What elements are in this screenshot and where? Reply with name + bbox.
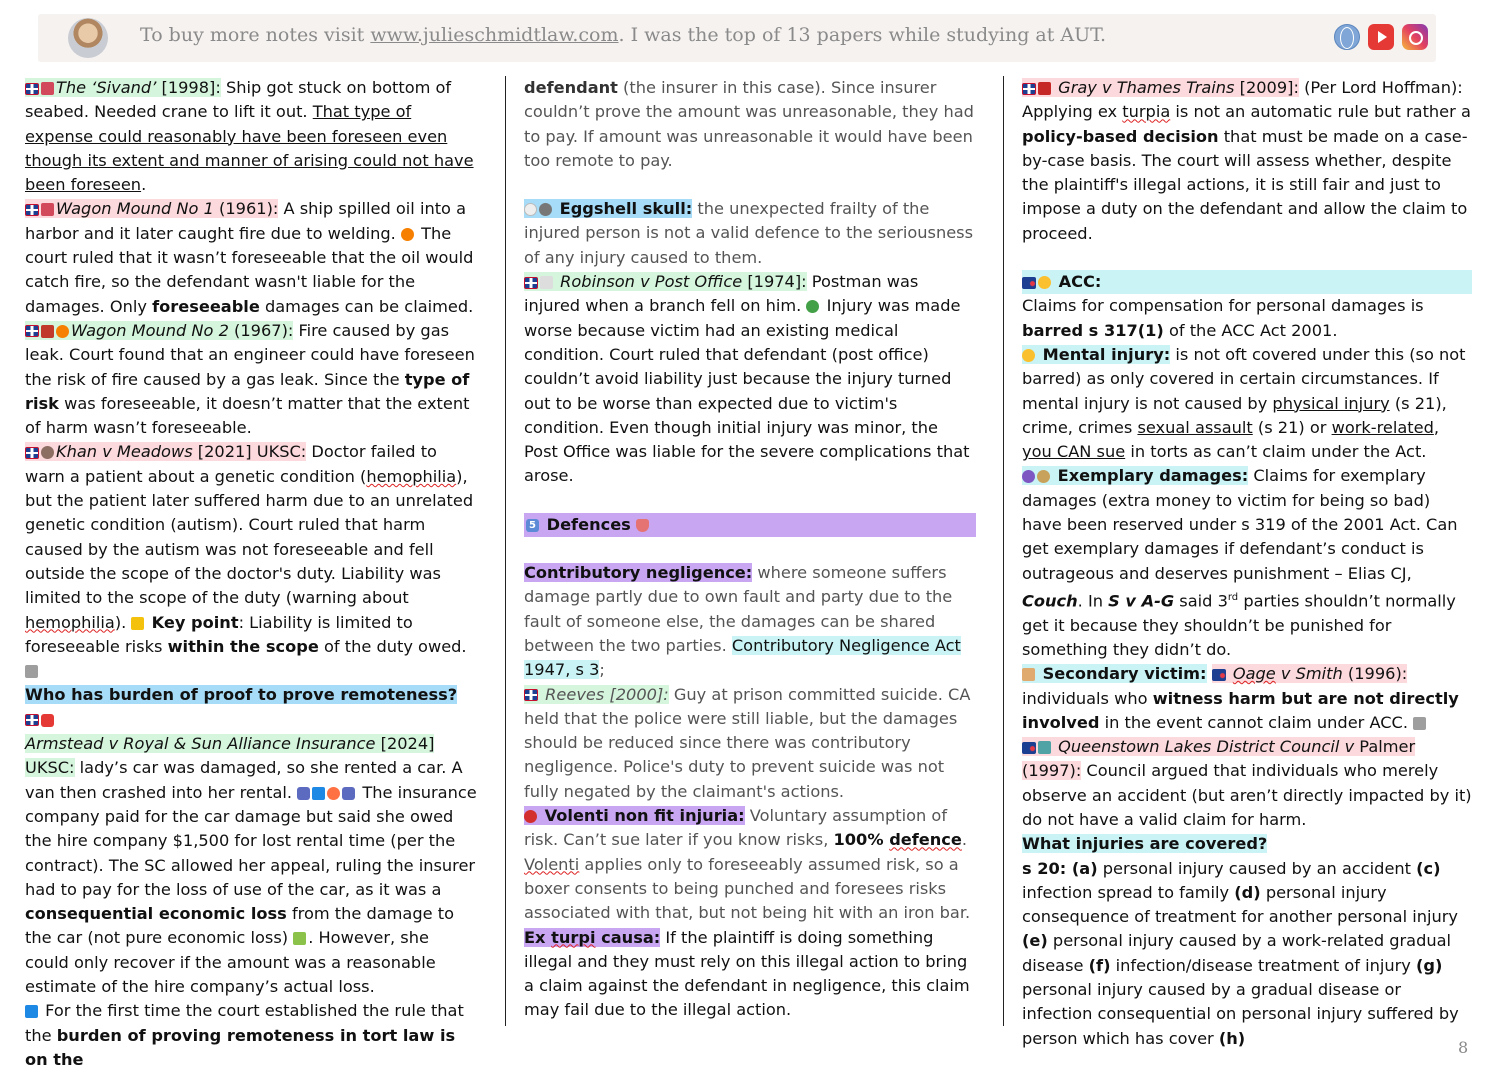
- column-divider: [505, 76, 506, 1026]
- uk-flag-icon: [1022, 83, 1036, 95]
- egg-icon: [524, 203, 537, 216]
- arrow-right-icon: [25, 1005, 38, 1018]
- landscape-icon: [1038, 741, 1051, 754]
- uk-flag-icon: [524, 689, 538, 701]
- ship-icon: [41, 82, 54, 95]
- uk-flag-icon: [25, 204, 39, 216]
- gray-paragraph: Gray v Thames Trains [2009]: (Per Lord Hoffman): Applying ex turpia is not an automatic rule but rather a policy-based decision that must be made on a case-by-case basis. The court will assess whether, despite the plaintiff's illegal actions, it is still fair and just to impose a duty on the defendant and allow the claim to proceed.: [1022, 78, 1471, 243]
- burden-question: Who has burden of proof to prove remoteness?: [25, 685, 458, 705]
- fuel-pump-icon: [41, 325, 54, 338]
- shield-icon: [636, 519, 649, 532]
- contributory-paragraph: Contributory negligence: where someone suffers damage partly due to own fault and party due to the fault of someone else, the damages can be shared between the two parties. Contributory Negligence Act 1947, s 3;: [524, 563, 961, 680]
- van-icon: [297, 787, 310, 800]
- promo-text: To buy more notes visit www.julieschmidtlaw.com. I was the top of 13 papers while studying at AUT.: [140, 24, 1107, 46]
- column-2: [524, 76, 976, 1023]
- uk-flag-icon: [25, 83, 39, 95]
- people-icon: [1022, 668, 1035, 681]
- khan-paragraph: Khan v Meadows [2021] UKSC: Doctor failed to warn a patient about a genetic condition (hemophilia), but the patient later suffered harm due to an unrelated genetic condition (autism). Court ruled that harm caused by the autism was not foreseeable and fell outside the scope of the doctor's duty. Liability was limited to the scope of the duty (warning about hemophilia). Key point: Liability is limited to foreseeable risks within the scope of the duty owed.: [25, 440, 477, 683]
- nz-flag-icon: [1022, 277, 1036, 289]
- nz-flag-icon: [1212, 669, 1226, 681]
- uk-flag-icon: [25, 447, 39, 459]
- globe-icon[interactable]: [1334, 24, 1360, 50]
- car-icon: [41, 714, 54, 727]
- acc-paragraph: Claims for compensation for personal damages is barred s 317(1) of the ACC Act 2001.: [1022, 296, 1424, 340]
- mental-paragraph: Mental injury: is not oft covered under this (so not barred) as only covered in certain circumstances. If mental injury is not caused by physical injury (s 21), crime, crimes sexual assault (s 21) or work-related, you CAN sue in torts as can’t claim under the Act.: [1022, 344, 1466, 462]
- uk-flag-icon: [25, 325, 39, 337]
- car-icon: [342, 787, 355, 800]
- volenti-paragraph: Volenti non fit injuria: Voluntary assumption of risk. Can’t sue later if you know risks, 100% defence. Volenti applies only to foreseeably assumed risk, so a boxer consents to being punched and foresees risks associated with that, but not being hit with an iron bar.: [524, 806, 971, 923]
- train-icon: [1038, 82, 1051, 95]
- ex-turpi-paragraph: Ex turpi causa: If the plaintiff is doing something illegal and they must rely on this illegal action to bring a claim against the defendant in negligence, this claim may fail due to the illegal action.: [524, 927, 970, 1020]
- money-icon: [293, 932, 306, 945]
- what-injuries-question: What injuries are covered?: [1022, 834, 1268, 854]
- promo-banner: [38, 14, 1436, 62]
- robinson-paragraph: Robinson v Post Office [1974]: Postman was injured when a branch fell on him. Injury was made worse because victim had an existing medical condition. Court ruled that defendant (post office) couldn’t avoid liability just because the injury turned out to be worse than expected due to victim's condition. Even though initial injury was minor, the Post Office was liable for the severe complications that arose.: [524, 272, 970, 486]
- youtube-icon[interactable]: [1368, 24, 1394, 50]
- fire-icon: [401, 228, 414, 241]
- skull-icon: [539, 203, 552, 216]
- arrow-right-icon: [312, 787, 325, 800]
- fire-icon: [56, 325, 69, 338]
- boxing-glove-icon: [524, 810, 537, 823]
- wagon-mound-2-paragraph: Wagon Mound No 2 (1967): Fire caused by gas leak. Court found that an engineer could have foreseen the risk of fire caused by a gas leak. Since the type of risk was foreseeable, it doesn’t matter that the extent of harm wasn’t foreseeable.: [25, 320, 475, 438]
- money-bag-icon: [1037, 470, 1050, 483]
- defences-heading: 5 Defences: [524, 513, 976, 537]
- exemplary-paragraph: Exemplary damages: Claims for exemplary damages (extra money to victim for being so bad) have been reserved under s 319 of the 2001 Act. Can get exemplary damages if defendant’s conduct is outrageous and deserves punishment – Elias CJ, Couch. In S v A-G said 3rd parties shouldn’t normally get it because they shouldn’t be punished for something they didn’t do.: [1022, 466, 1458, 659]
- column-1: [25, 76, 477, 1072]
- column-divider: [1003, 76, 1004, 1026]
- sad-face-icon: [1022, 349, 1035, 362]
- nz-flag-icon: [1022, 742, 1036, 754]
- devil-icon: [1022, 470, 1035, 483]
- face-icon: [1038, 276, 1051, 289]
- armstead-continued: defendant (the insurer in this case). Since insurer couldn’t prove the amount was unreasonable, they had to pay. If amount was unreasonable it would have been too remote to pay.: [524, 78, 974, 170]
- eggshell-paragraph: Eggshell skull: the unexpected frailty of the injured person is not a valid defence to the seriousness of any injury caused to them.: [524, 199, 974, 267]
- instagram-icon[interactable]: [1402, 24, 1428, 50]
- website-link[interactable]: www.julieschmidtlaw.com: [370, 24, 619, 46]
- ship-icon: [41, 203, 54, 216]
- number-icon: 5: [526, 519, 539, 532]
- author-avatar: [68, 18, 108, 58]
- envelope-icon: [540, 276, 553, 289]
- column-3: [1022, 76, 1472, 1051]
- uk-flag-icon: [25, 714, 39, 726]
- sivand-paragraph: The ‘Sivand’ [1998]: Ship got stuck on bottom of seabed. Needed crane to lift it out. That type of expense could reasonably have been foreseen even though its extent and manner of arising could not have been foreseen.: [25, 78, 474, 195]
- page-number: 8: [1458, 1038, 1469, 1057]
- acc-heading: ACC:: [1022, 270, 1472, 294]
- tree-icon: [806, 300, 819, 313]
- collision-icon: [327, 787, 340, 800]
- s20-paragraph: s 20: (a) personal injury caused by an accident (c) infection spread to family (d) personal injury consequence of treatment for another personal injury (e) personal injury caused by a work-related gradual disease (f) infection/disease treatment of injury (g) personal injury caused by a gradual disease or infection consequential on personal injury suffered by person which has cover (h): [1022, 858, 1459, 1048]
- uk-flag-icon: [524, 277, 538, 289]
- key-icon: [131, 617, 144, 630]
- building-icon: [1413, 717, 1426, 730]
- doctor-icon: [41, 446, 54, 459]
- secondary-victim-paragraph: Secondary victim: Oage v Smith (1996): individuals who witness harm but are not directly involved in the event cannot claim under ACC.: [1022, 664, 1459, 732]
- reeves-paragraph: Reeves [2000]: Guy at prison committed suicide. CA held that the police were still liable, but the damages should be reduced since there was contributory negligence. Police's duty to prevent suicide was not fully negated by the claimant's actions.: [524, 684, 971, 801]
- queenstown-paragraph: Queenstown Lakes District Council v Palmer (1997): Council argued that individuals who merely observe an accident (but aren’t directly impacted by it) do not have a valid claim for harm.: [1022, 737, 1472, 829]
- burden-paragraph: Who has burden of proof to prove remoteness? Armstead v Royal & Sun Alliance Insurance [2024] UKSC: lady’s car was damaged, so she rented a car. A van then crashed into her rental. The insurance company paid for the car damage but said she owed the hire company $1,500 for lost rental time (per the contract). The SC allowed her appeal, ruling the insurer had to pay for the loss of use of the car, as it was a consequential economic loss from the damage to the car (not pure economic loss) . However, she could only recover if the amount was a reasonable estimate of the hire company’s actual loss. For the first time the court established the rule that the burden of proving remoteness in tort law is on the: [25, 685, 477, 1069]
- wagon-mound-1-paragraph: Wagon Mound No 1 (1961): A ship spilled oil into a harbor and it later caught fire due to welding. The court ruled that it wasn’t foreseeable that the oil would catch fire, so the defendant wasn't liable for the damages. Only foreseeable damages can be claimed.: [25, 199, 474, 316]
- telescope-icon: [25, 665, 38, 678]
